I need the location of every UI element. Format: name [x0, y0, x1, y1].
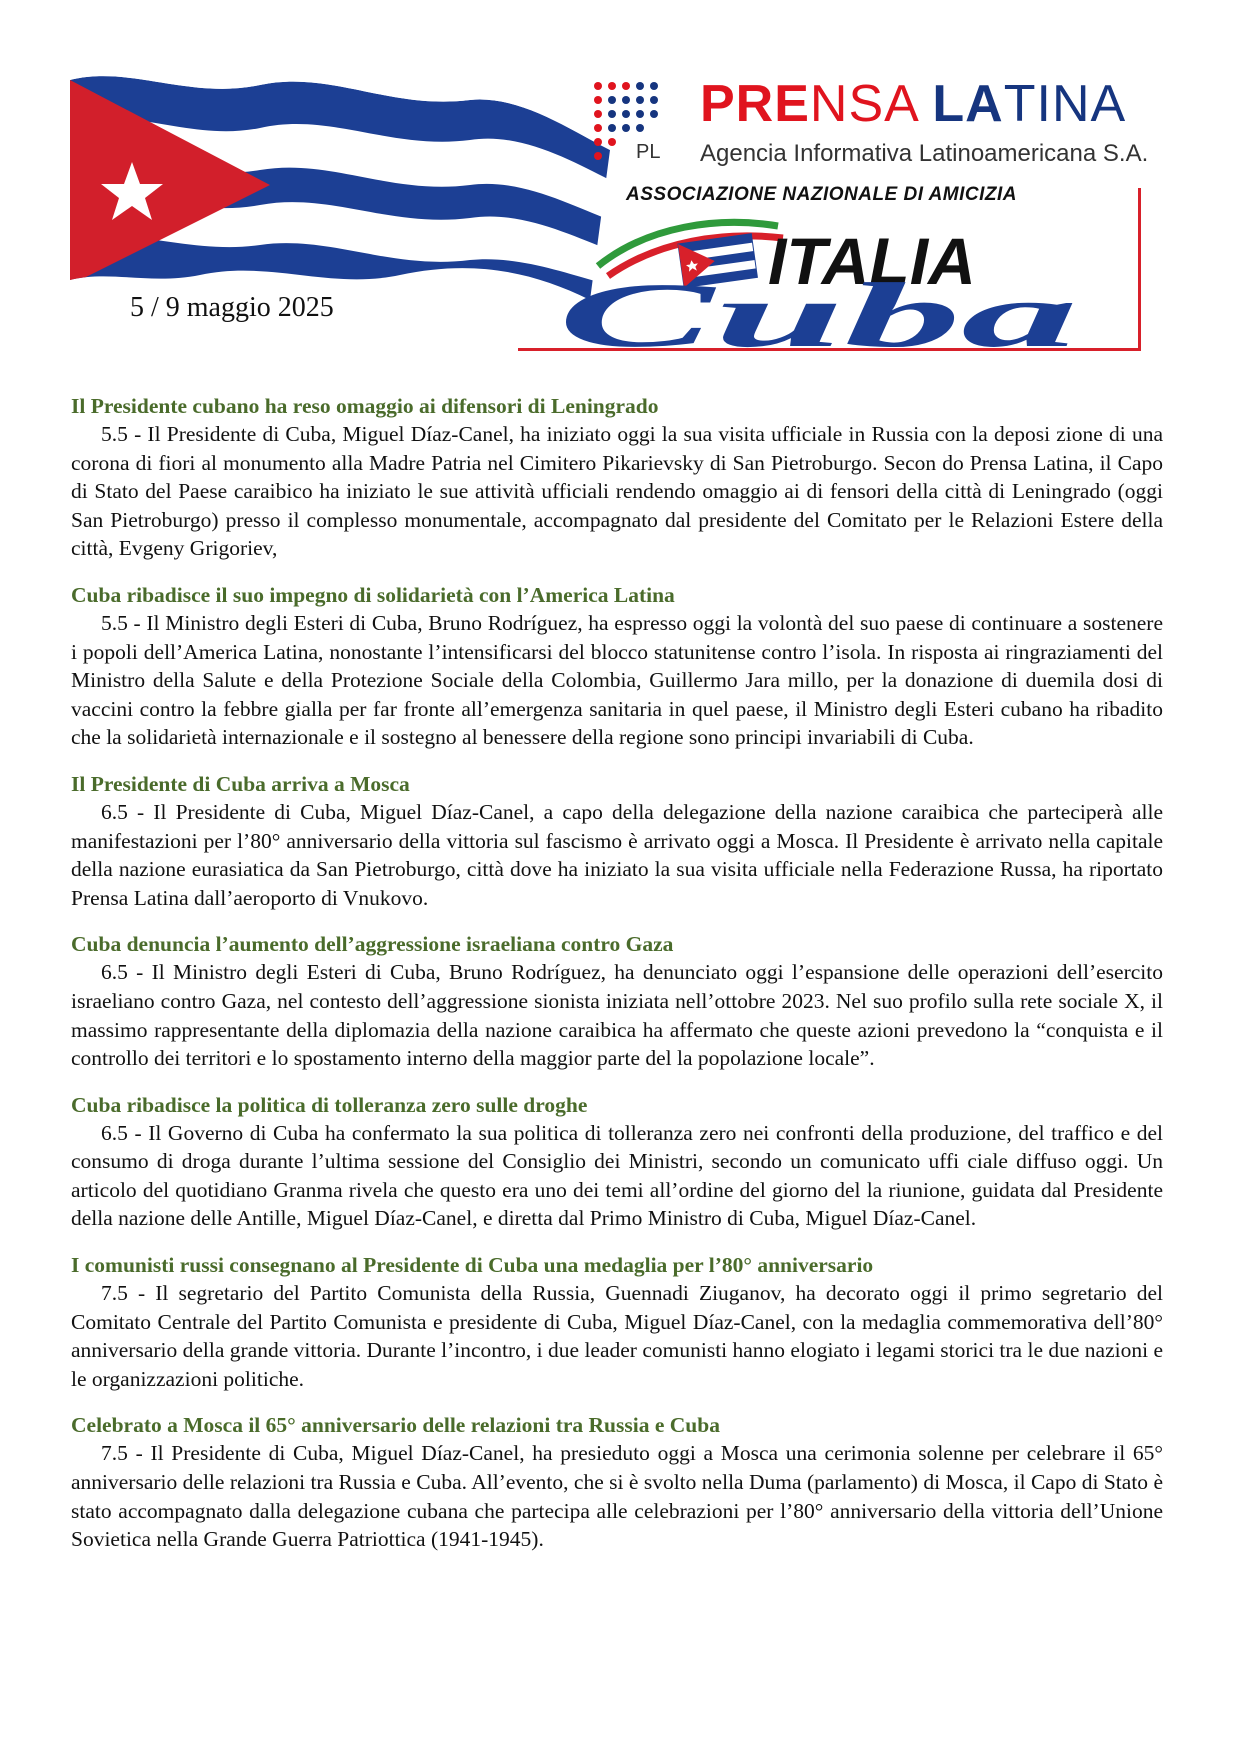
association-word-cuba: Cuba — [558, 264, 1078, 351]
news-body: 7.5 - Il segretario del Partito Comunista della Russia, Guennadi Ziuganov, ha decorato oggi il primo segretario del Comitato Centrale del Partito Comunista e presidente di Cuba, Miguel Díaz-Canel, con la medaglia commemorativa dell’80° anniversario della grande vittoria. Durante l’incontro, i due leader comunisti hanno elogiato i legami storici tra le due nazioni e le organizzazioni politiche. — [71, 1281, 1163, 1391]
news-item — [71, 581, 1163, 752]
news-headline: Celebrato a Mosca il 65° anniversario delle relazioni tra Russia e Cuba — [71, 1413, 720, 1438]
news-item — [71, 392, 1163, 563]
news-item — [71, 770, 1163, 912]
news-headline: Cuba ribadisce il suo impegno di solidarietà con l’America Latina — [71, 582, 675, 607]
news-body: 5.5 - Il Ministro degli Esteri di Cuba, Bruno Rodríguez, ha espresso oggi la volontà del suo paese di continuare a sostenere i popoli dell’America Latina, nonostante l’intensificarsi del blocco statunitense contro l’isola. In risposta ai ringraziamenti del Ministro della Salute e della Protezione Sociale della Colombia, Guillermo Jara millo, per la donazione di duemila dosi di vaccini contro la febbre gialla per far fronte all’emergenza sanitaria in quel paese, il Ministro degli Esteri cubano ha ribadito che la solidarietà internazionale e il sostegno al benessere della regione sono principi invariabili di Cuba. — [71, 610, 1163, 750]
news-headline: Il Presidente di Cuba arriva a Mosca — [71, 771, 410, 796]
news-body: 7.5 - Il Presidente di Cuba, Miguel Díaz-Canel, ha presieduto oggi a Mosca una cerimonia solenne per celebrare il 65° anniversario delle relazioni tra Russia e Cuba. All’evento, che si è svolto nella Duma (parlamento) di Mosca, il Capo di Stato è stato accompagnato dalla delegazione cubana che partecipa alle celebrazioni per l’80° anniversario della vittoria dell’Unione Sovietica nella Grande Guerra Patriottica (1941-1945). — [71, 1441, 1163, 1552]
news-item — [71, 1091, 1163, 1233]
news-item — [71, 930, 1163, 1072]
prensa-latina-title — [700, 75, 1127, 133]
news-body: 5.5 - Il Presidente di Cuba, Miguel Díaz-Canel, ha iniziato oggi la sua visita ufficiale in Russia con la deposi zione di una corona di fiori al monumento alla Madre Patria nel Cimitero Pikarievsky di San Pietroburgo. Secon do Prensa Latina, il Capo di Stato del Paese caraibico ha iniziato le sue attività ufficiali rendendo omaggio ai di fensori della città di Leningrado (oggi San Pietroburgo) presso il complesso monumentale, accompagnato dal presidente del Comitato per le Relazioni Estere della città, Evgeny Grigoriev, — [71, 422, 1163, 561]
page-header — [0, 0, 1240, 380]
italia-cuba-art — [538, 206, 1158, 351]
italia-cuba-logo — [518, 184, 1158, 353]
pl-title-part-2: NSA — [809, 75, 933, 133]
news-headline: I comunisti russi consegnano al Presidente di Cuba una medaglia per l’80° anniversario — [71, 1253, 874, 1278]
pl-title-part-3: LA — [932, 75, 1004, 133]
news-body: 6.5 - Il Presidente di Cuba, Miguel Díaz-Canel, a capo della delegazione della nazione caraibica che parteciperà alle manifestazioni per l’80° anniversario della vittoria sul fascismo è arrivato oggi a Mosca. Il Presidente è arrivato nella capitale della nazione eurasiatica da San Pietroburgo, città dove ha iniziato la sua visita ufficiale nella Federazione Russa, ha riportato Prensa Latina dall’aeroporto di Vnukovo. — [71, 799, 1163, 910]
prensa-latina-dots-icon — [590, 78, 680, 168]
association-title: ASSOCIAZIONE NAZIONALE DI AMICIZIA — [626, 184, 1018, 205]
news-headline: Cuba ribadisce la politica di tolleranza zero sulle droghe — [71, 1092, 588, 1117]
news-item — [71, 1411, 1163, 1553]
issue-date: 5 / 9 maggio 2025 — [130, 292, 334, 323]
news-body: 6.5 - Il Governo di Cuba ha confermato la sua politica di tolleranza zero nei confronti della produzione, del traffico e del consumo di droga durante l’ultima sessione del Consiglio dei Ministri, secondo un comunicato uffi ciale diffuso oggi. Un articolo del quotidiano Granma rivela che questo era uno dei temi all’ordine del giorno del la riunione, guidata dal Presidente della nazione delle Antille, Miguel Díaz-Canel, e diretta dal Primo Ministro di Cuba, Miguel Díaz-Canel. — [71, 1120, 1163, 1231]
news-headline: Il Presidente cubano ha reso omaggio ai difensori di Leningrado — [71, 394, 659, 418]
pl-title-part-1: PRE — [700, 75, 810, 133]
news-headline: Cuba denuncia l’aumento dell’aggressione israeliana contro Gaza — [71, 932, 674, 957]
pl-monogram: PL — [636, 141, 661, 163]
prensa-latina-subtitle: Agencia Informativa Latinoamericana S.A. — [700, 140, 1149, 167]
news-item — [71, 1251, 1163, 1393]
pl-title-part-4: TINA — [1003, 75, 1127, 133]
prensa-latina-logo — [590, 75, 1150, 178]
news-list — [71, 392, 1163, 1572]
news-body: 6.5 - Il Ministro degli Esteri di Cuba, Bruno Rodríguez, ha denunciato oggi l’espansione delle operazioni dell’esercito israeliano contro Gaza, nel contesto dell’aggressione sionista iniziata nell’ottobre 2023. Nel suo profilo sulla rete sociale X, il massimo rappresentante della diplomazia della nazione caraibica ha affermato che queste azioni prevedono la “conquista e il controllo dei territori e lo spostamento interno della maggior parte del la popolazione locale”. — [71, 960, 1163, 1071]
association-word-italia: ITALIA — [768, 224, 976, 298]
